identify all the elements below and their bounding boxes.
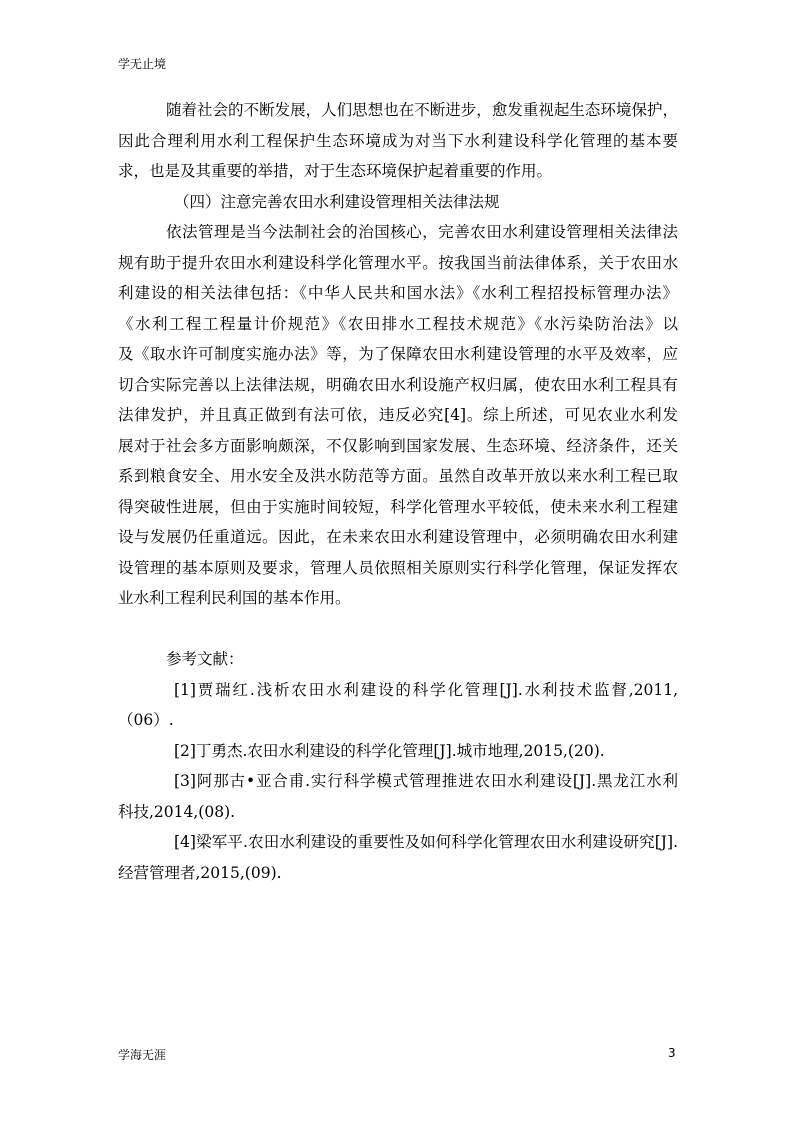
reference-line: [2]丁勇杰.农田水利建设的科学化管理[J].城市地理,2015,(20).: [174, 741, 605, 760]
reference-line: （06）.: [118, 711, 174, 729]
body-line: 利建设的相关法律包括：《中华人民共和国水法》《水利工程招投标管理办法》: [118, 284, 678, 302]
page-header: 学无止境: [118, 57, 167, 71]
body-line: 设管理的基本原则及要求，管理人员依照相关原则实行科学化管理，保证发挥农: [118, 558, 678, 577]
body-line: 业水利工程利民利国的基本作用。: [118, 589, 351, 607]
body-line: 及《取水许可制度实施办法》等，为了保障农田水利建设管理的水平及效率，应: [118, 345, 678, 363]
body-line: 法律发护，并且真正做到有法可依，违反必究[4]。综上所述，可见农业水利发: [118, 406, 678, 424]
body-line: 系到粮食安全、用水安全及洪水防范等方面。虽然自改革开放以来水利工程已取: [118, 467, 678, 485]
reference-line: [1]贾瑞红.浅析农田水利建设的科学化管理[J].水利技术监督,2011,: [174, 680, 678, 699]
page-footer: 学海无涯: [118, 1048, 167, 1062]
section-heading: （四）注意完善农田水利建设管理相关法律法规: [174, 192, 500, 211]
body-line: 依法管理是当今法制社会的治国核心，完善农田水利建设管理相关法律法: [166, 223, 678, 241]
references-heading: 参考文献：: [166, 650, 244, 668]
body-line: 随着社会的不断发展，人们思想也在不断进步，愈发重视起生态环境保护，: [166, 101, 678, 119]
spacer: [118, 614, 678, 645]
body-line: 展对于社会多方面影响颇深，不仅影响到国家发展、生态环境、经济条件，还关: [118, 436, 678, 455]
body-line: 因此合理利用水利工程保护生态环境成为对当下水利建设科学化管理的基本要: [118, 131, 678, 150]
reference-line: 经营管理者,2015,(09).: [118, 863, 282, 882]
body-line: 《水利工程工程量计价规范》《农田排水工程技术规范》《水污染防治法》以: [118, 314, 678, 333]
reference-line: [4]梁军平.农田水利建设的重要性及如何科学化管理农田水利建设研究[J].: [174, 833, 678, 851]
body-line: 切合实际完善以上法律法规，明确农田水利设施产权归属，使农田水利工程具有: [118, 375, 678, 394]
page-number: 3: [668, 1046, 676, 1060]
reference-line: [3]阿那古•亚合甫.实行科学模式管理推进农田水利建设[J].黑龙江水利: [174, 772, 678, 790]
body-line: 设与发展仍任重道远。因此，在未来农田水利建设管理中，必须明确农田水利建: [118, 528, 678, 546]
body-line: 求，也是及其重要的举措，对于生态环境保护起着重要的作用。: [118, 162, 553, 180]
reference-line: 科技,2014,(08).: [118, 802, 236, 821]
document-body: [118, 95, 678, 888]
body-line: 得突破性进展，但由于实施时间较短，科学化管理水平较低，使未来水利工程建: [118, 497, 678, 516]
body-line: 规有助于提升农田水利建设科学化管理水平。按我国当前法律体系，关于农田水: [118, 253, 678, 272]
